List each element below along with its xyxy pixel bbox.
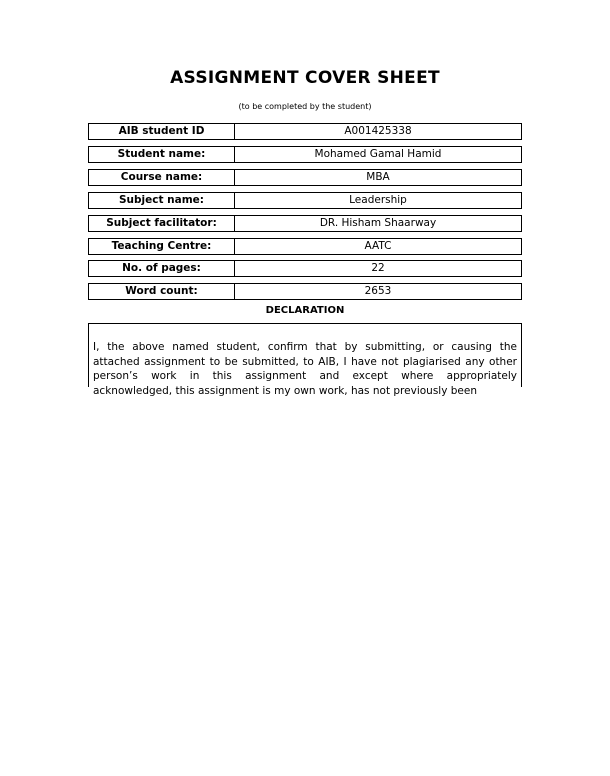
student-name-row bbox=[88, 146, 522, 163]
student-id-value: A001425338 bbox=[344, 125, 412, 137]
word-count-label: Word count: bbox=[89, 284, 235, 299]
teaching-centre-label: Teaching Centre: bbox=[89, 239, 235, 254]
declaration-text: I, the above named student, confirm that by submitting, or causing the attached assignment to be submitted, to AIB, I have not plagiarised any other person’s work in this assignment and except where appropriately acknowledged, this assignment is my own work, has not previously been bbox=[93, 341, 517, 397]
word-count-row bbox=[88, 283, 522, 300]
number-of-pages-row bbox=[88, 260, 522, 277]
student-id-row bbox=[88, 123, 522, 140]
subject-name-label: Subject name: bbox=[89, 193, 235, 208]
number-of-pages-label: No. of pages: bbox=[89, 261, 235, 276]
page-subtitle: (to be completed by the student) bbox=[238, 102, 372, 111]
word-count-value: 2653 bbox=[364, 285, 392, 297]
subject-name-row bbox=[88, 192, 522, 209]
declaration-heading: DECLARATION bbox=[265, 305, 345, 316]
student-name-value: Mohamed Gamal Hamid bbox=[314, 148, 442, 160]
course-name-row bbox=[88, 169, 522, 186]
declaration-box bbox=[88, 323, 522, 397]
number-of-pages-value: 22 bbox=[371, 262, 385, 274]
course-name-label: Course name: bbox=[89, 170, 235, 185]
student-name-label: Student name: bbox=[89, 147, 235, 162]
course-name-value: MBA bbox=[366, 171, 390, 183]
subject-name-value: Leadership bbox=[349, 194, 407, 206]
student-id-label: AIB student ID bbox=[89, 124, 235, 139]
teaching-centre-row bbox=[88, 238, 522, 255]
page-title: ASSIGNMENT COVER SHEET bbox=[170, 68, 440, 88]
teaching-centre-value: AATC bbox=[364, 240, 392, 252]
subject-facilitator-row bbox=[88, 215, 522, 232]
subject-facilitator-label: Subject facilitator: bbox=[89, 216, 235, 231]
subject-facilitator-value: DR. Hisham Shaarway bbox=[319, 217, 437, 229]
